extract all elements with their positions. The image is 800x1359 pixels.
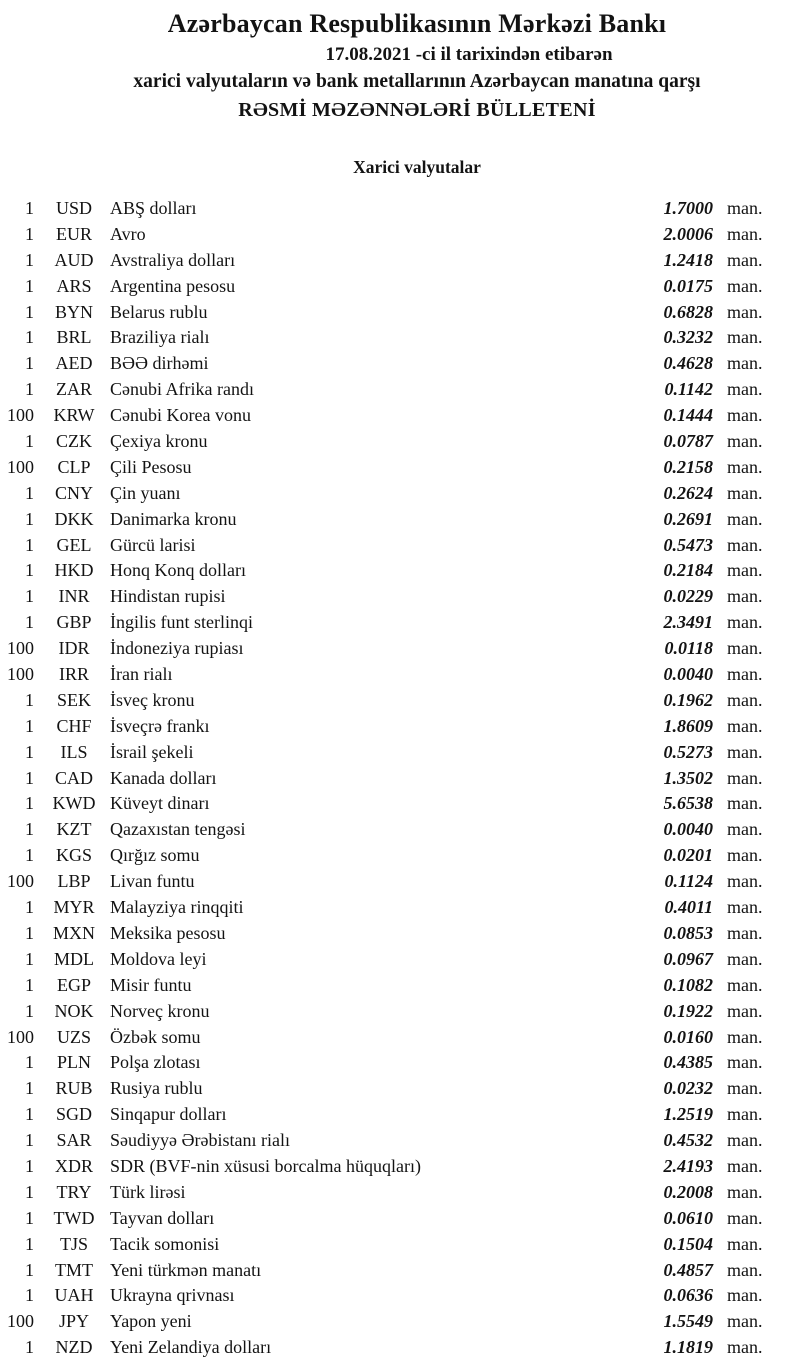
rate-code: EUR [56,223,92,244]
rate-name: Argentina pesosu [110,275,236,296]
rate-quantity: 1 [25,1259,34,1280]
rate-row [0,1309,800,1335]
rate-unit-label: man. [727,456,763,477]
rate-row [0,791,800,817]
rate-row [0,714,800,740]
rate-name: İsveç kronu [110,689,195,710]
rate-quantity: 1 [25,301,34,322]
rate-code: CHF [56,715,92,736]
rate-name: Tayvan dolları [110,1207,215,1228]
rate-unit-label: man. [727,1104,763,1125]
rate-row [0,533,800,559]
rate-value: 0.5273 [663,741,713,762]
rate-name: Ukrayna qrivnası [110,1285,235,1306]
rate-name: İngilis funt sterlinqi [110,612,253,633]
rate-row [0,921,800,947]
rate-code: BRL [56,327,92,348]
rate-unit-label: man. [727,689,763,710]
rate-name: Polşa zlotası [110,1052,201,1073]
rate-value: 0.6828 [663,301,713,322]
rate-value: 5.6538 [663,793,713,814]
rate-quantity: 1 [25,1285,34,1306]
rate-row [0,895,800,921]
rate-quantity: 1 [25,1233,34,1254]
rate-unit-label: man. [727,560,763,581]
rate-code: TRY [56,1181,92,1202]
rate-code: MDL [54,948,94,969]
rate-row [0,1128,800,1154]
rates-table [0,196,800,1359]
rate-row [0,481,800,507]
rate-name: İsrail şekeli [110,741,194,762]
rate-row [0,429,800,455]
rate-unit-label: man. [727,741,763,762]
rate-code: KWD [52,793,96,814]
rate-value: 0.0610 [663,1207,713,1228]
rate-quantity: 100 [7,1026,34,1047]
rate-name: Sinqapur dolları [110,1104,227,1125]
rate-row [0,300,800,326]
rate-unit-label: man. [727,612,763,633]
rate-code: XDR [54,1155,93,1176]
rate-quantity: 1 [25,689,34,710]
rate-value: 0.2158 [663,456,713,477]
rate-quantity: 1 [25,819,34,840]
rate-row [0,1180,800,1206]
rate-unit-label: man. [727,1259,763,1280]
rate-row [0,843,800,869]
rate-value: 0.1504 [663,1233,713,1254]
rate-unit-label: man. [727,534,763,555]
rate-quantity: 1 [25,560,34,581]
rate-unit-label: man. [727,198,763,218]
rate-value: 0.3232 [663,327,713,348]
rate-unit-label: man. [727,793,763,814]
rate-unit-label: man. [727,819,763,840]
rate-unit-label: man. [727,586,763,607]
rate-code: TJS [59,1233,88,1254]
rate-row [0,196,800,222]
bank-name-title: Azərbaycan Respublikasının Mərkəzi Bankı [167,9,667,38]
rate-row [0,584,800,610]
rate-name: Qazaxıstan tengəsi [110,819,246,840]
rate-name: Cənubi Afrika randı [110,379,254,400]
rate-code: INR [58,586,90,607]
rate-code: ARS [56,275,92,296]
rate-quantity: 1 [25,1155,34,1176]
rate-row [0,869,800,895]
rate-row [0,248,800,274]
rate-value: 0.5473 [663,534,713,555]
rate-row [0,377,800,403]
rate-value: 0.0175 [663,275,713,296]
rate-row [0,740,800,766]
rate-row [0,636,800,662]
rate-unit-label: man. [727,1155,763,1176]
rate-unit-label: man. [727,638,763,659]
rate-code: MXN [52,922,95,943]
rate-name: Özbək somu [110,1026,201,1047]
rate-quantity: 1 [25,767,34,788]
rate-value: 0.0229 [663,586,713,607]
rate-name: İndoneziya rupiası [110,638,244,659]
rate-unit-label: man. [727,1207,763,1228]
rate-code: SGD [55,1104,92,1125]
rate-name: Kanada dolları [110,767,217,788]
rate-unit-label: man. [727,379,763,400]
rate-code: BYN [54,301,93,322]
rate-name: Moldova leyi [110,948,207,969]
rate-unit-label: man. [727,249,763,270]
rate-row [0,688,800,714]
rate-quantity: 1 [25,793,34,814]
rate-quantity: 1 [25,508,34,529]
rate-row [0,274,800,300]
rate-unit-label: man. [727,948,763,969]
rate-quantity: 1 [25,1000,34,1021]
rate-row [0,455,800,481]
rate-value: 0.0160 [663,1026,713,1047]
rate-value: 1.2519 [663,1104,713,1125]
rate-unit-label: man. [727,223,763,244]
rate-code: JPY [58,1311,89,1332]
rate-name: Rusiya rublu [110,1078,203,1099]
rate-unit-label: man. [727,715,763,736]
rate-row [0,403,800,429]
rate-value: 0.2008 [663,1181,713,1202]
rate-unit-label: man. [727,1233,763,1254]
rate-unit-label: man. [727,275,763,296]
rate-name: SDR (BVF-nin xüsusi borcalma hüquqları) [110,1155,421,1176]
rate-value: 0.0201 [663,845,713,866]
rate-quantity: 1 [25,1130,34,1151]
rate-name: Avstraliya dolları [110,249,236,270]
rate-unit-label: man. [727,871,763,892]
rate-code: KZT [56,819,92,840]
rate-name: Çexiya kronu [110,431,208,452]
rate-row [0,817,800,843]
rate-unit-label: man. [727,353,763,374]
rate-value: 0.2691 [663,508,713,529]
rate-quantity: 1 [25,431,34,452]
rate-code: SAR [56,1130,92,1151]
rate-row [0,1335,800,1359]
rate-row [0,222,800,248]
rate-name: Norveç kronu [110,1000,210,1021]
rate-code: AED [55,353,93,374]
rate-unit-label: man. [727,767,763,788]
rate-row [0,351,800,377]
rate-name: İsveçrə frankı [110,715,210,736]
bulletin-subtitle: xarici valyutaların və bank metallarının Azərbaycan manatına qarşı [133,71,701,92]
rate-code: GEL [56,534,92,555]
rate-value: 0.1444 [663,405,713,426]
rate-name: BƏƏ dirhəmi [110,353,209,374]
rate-name: İran rialı [110,664,173,685]
rate-row [0,325,800,351]
rate-name: Çili Pesosu [110,456,192,477]
rate-quantity: 1 [25,223,34,244]
rate-code: HKD [54,560,94,581]
rate-quantity: 100 [7,405,34,426]
rate-unit-label: man. [727,1181,763,1202]
rate-quantity: 1 [25,922,34,943]
rate-quantity: 1 [25,1181,34,1202]
rate-code: CLP [57,456,91,477]
rate-row [0,1102,800,1128]
rate-row [0,1283,800,1309]
rate-value: 0.0967 [663,948,713,969]
rate-code: EGP [56,974,91,995]
rate-row [0,1076,800,1102]
rate-quantity: 1 [25,897,34,918]
rate-quantity: 100 [7,664,34,685]
document-header [0,0,800,123]
rate-code: TWD [53,1207,95,1228]
rate-name: Yapon yeni [110,1311,192,1332]
rate-quantity: 1 [25,612,34,633]
rate-row [0,1258,800,1284]
rate-value: 0.4532 [663,1130,713,1151]
rate-code: AUD [54,249,94,270]
rate-quantity: 1 [25,198,34,218]
rate-value: 2.4193 [663,1155,713,1176]
rate-value: 0.0787 [663,431,713,452]
rate-name: Qırğız somu [110,845,200,866]
rate-code: NOK [54,1000,94,1021]
rate-name: Livan funtu [110,871,195,892]
rate-value: 0.0232 [663,1078,713,1099]
rate-row [0,1232,800,1258]
rate-name: Hindistan rupisi [110,586,226,607]
rate-name: Tacik somonisi [110,1233,220,1254]
rate-quantity: 1 [25,1337,34,1358]
rate-row [0,1025,800,1051]
rate-quantity: 1 [25,586,34,607]
rate-row [0,1050,800,1076]
rate-row [0,610,800,636]
rate-code: NZD [55,1337,93,1358]
rate-value: 0.1922 [663,1000,713,1021]
rate-unit-label: man. [727,1052,763,1073]
rate-unit-label: man. [727,1337,763,1358]
rate-quantity: 1 [25,1078,34,1099]
rate-unit-label: man. [727,1026,763,1047]
rate-unit-label: man. [727,922,763,943]
rate-quantity: 1 [25,1207,34,1228]
rate-code: IDR [58,638,90,659]
rate-code: CAD [54,767,93,788]
rate-unit-label: man. [727,1311,763,1332]
rate-name: Cənubi Korea vonu [110,405,251,426]
rate-code: UZS [56,1026,91,1047]
section-title-foreign-currencies: Xarici valyutalar [353,157,481,177]
rate-name: Malayziya rinqqiti [110,897,244,918]
rate-unit-label: man. [727,974,763,995]
rate-unit-label: man. [727,405,763,426]
rate-quantity: 100 [7,1311,34,1332]
rate-code: USD [55,198,92,218]
rate-unit-label: man. [727,664,763,685]
rate-name: Küveyt dinarı [110,793,210,814]
rate-name: Çin yuanı [110,482,181,503]
rate-value: 0.4385 [663,1052,713,1073]
rate-unit-label: man. [727,508,763,529]
rate-code: IRR [58,664,89,685]
rate-value: 0.0636 [663,1285,713,1306]
rate-value: 1.3502 [663,767,713,788]
rate-name: Belarus rublu [110,301,208,322]
rate-name: Honq Konq dolları [110,560,246,581]
rate-value: 0.0118 [664,638,713,659]
rate-value: 0.1142 [664,379,713,400]
rate-name: Misir funtu [110,974,192,995]
rate-value: 0.0040 [663,819,713,840]
rate-quantity: 1 [25,1104,34,1125]
rate-row [0,999,800,1025]
rate-quantity: 1 [25,948,34,969]
rate-unit-label: man. [727,1285,763,1306]
rate-quantity: 1 [25,534,34,555]
rate-quantity: 100 [7,638,34,659]
rate-unit-label: man. [727,482,763,503]
rate-quantity: 1 [25,353,34,374]
rate-value: 0.2184 [663,560,713,581]
rate-quantity: 1 [25,1052,34,1073]
rate-code: SEK [56,689,91,710]
rate-value: 1.1819 [663,1337,713,1358]
rate-row [0,558,800,584]
rate-quantity: 1 [25,249,34,270]
rate-name: Yeni Zelandiya dolları [110,1337,272,1358]
rate-unit-label: man. [727,301,763,322]
rate-quantity: 1 [25,715,34,736]
rate-value: 0.1082 [663,974,713,995]
rate-name: Meksika pesosu [110,922,226,943]
rate-value: 2.3491 [663,612,713,633]
rate-code: LBP [57,871,91,892]
rate-quantity: 1 [25,974,34,995]
effective-date-line: 17.08.2021 -ci il tarixindən etibarən [325,44,613,65]
rate-unit-label: man. [727,1000,763,1021]
rate-name: Yeni türkmən manatı [110,1259,262,1280]
rate-value: 0.0040 [663,664,713,685]
rate-code: KRW [53,405,95,426]
rate-value: 0.0853 [663,922,713,943]
rate-quantity: 100 [7,456,34,477]
rate-unit-label: man. [727,1130,763,1151]
rate-quantity: 1 [25,327,34,348]
rate-code: CNY [54,482,93,503]
rate-name: Gürcü larisi [110,534,196,555]
rate-row [0,1206,800,1232]
rate-value: 0.4628 [663,353,713,374]
rate-row [0,1154,800,1180]
rate-quantity: 1 [25,741,34,762]
rate-unit-label: man. [727,327,763,348]
rate-quantity: 1 [25,482,34,503]
rate-code: GBP [56,612,92,633]
rate-quantity: 1 [25,845,34,866]
rate-name: Səudiyyə Ərəbistanı rialı [110,1130,290,1151]
rate-row [0,947,800,973]
rate-code: RUB [55,1078,93,1099]
rate-quantity: 1 [25,275,34,296]
rate-unit-label: man. [727,897,763,918]
rate-unit-label: man. [727,1078,763,1099]
rate-code: CZK [56,431,92,452]
rate-unit-label: man. [727,845,763,866]
rate-quantity: 100 [7,871,34,892]
rate-code: KGS [55,845,92,866]
rate-row [0,662,800,688]
rate-value: 2.0006 [663,223,713,244]
rate-value: 1.7000 [663,198,713,218]
rate-row [0,973,800,999]
rate-code: ZAR [56,379,92,400]
rate-name: Braziliya rialı [110,327,210,348]
rate-row [0,507,800,533]
rate-name: Avro [110,223,146,244]
rate-value: 0.1124 [664,871,713,892]
rate-code: MYR [53,897,95,918]
rate-code: DKK [54,508,94,529]
rate-value: 1.2418 [663,249,713,270]
rate-code: UAH [54,1285,94,1306]
rate-value: 0.4857 [663,1259,713,1280]
rate-value: 1.5549 [663,1311,713,1332]
rate-value: 0.1962 [663,689,713,710]
rate-name: Türk lirəsi [110,1181,186,1202]
rate-quantity: 1 [25,379,34,400]
rate-row [0,766,800,792]
rate-code: ILS [60,741,88,762]
rate-unit-label: man. [727,431,763,452]
rate-name: ABŞ dolları [110,198,197,218]
rate-value: 0.2624 [663,482,713,503]
rate-value: 1.8609 [663,715,713,736]
rate-name: Danimarka kronu [110,508,237,529]
rate-value: 0.4011 [664,897,713,918]
rate-code: PLN [56,1052,91,1073]
bulletin-title: RƏSMİ MƏZƏNNƏLƏRİ BÜLLETENİ [238,99,596,121]
rate-code: TMT [55,1259,93,1280]
